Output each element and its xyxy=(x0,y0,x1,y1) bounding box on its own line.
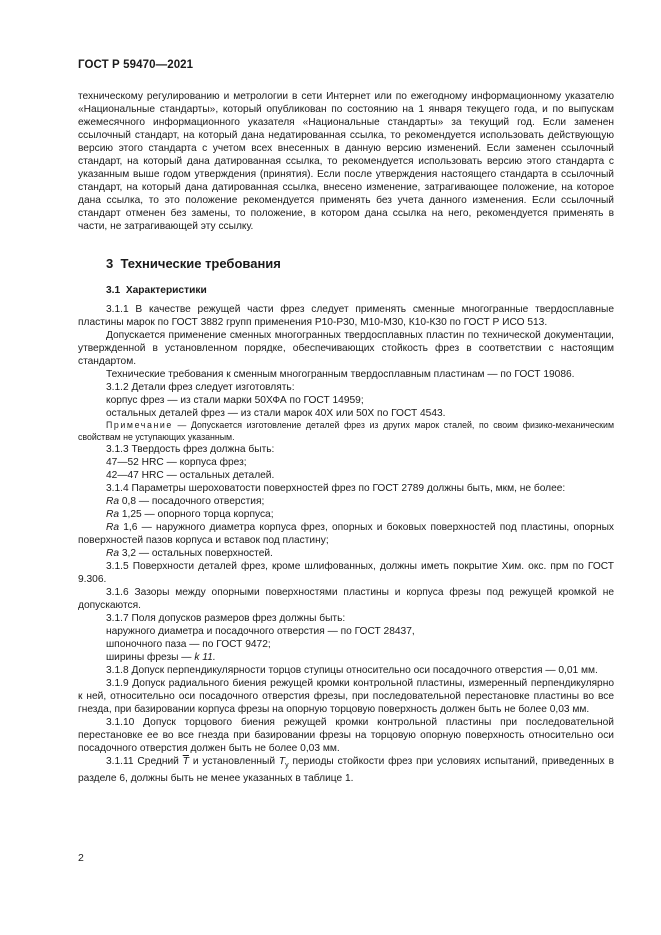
note-label: Примечание xyxy=(106,420,173,430)
clause-3-1-2: 3.1.2 Детали фрез следует изготовлять: xyxy=(106,382,295,393)
clause-3-1-11: 3.1.11 Средний $\overline{T}$ и установленный $T_у$ периоды стойкости фрез при условиях испытаний, приведенных в разделе 6, должны быть не менее указанных в таблице 1. xyxy=(78,756,614,785)
clause-3-1-3-b: 42—47 HRC — остальных деталей. xyxy=(106,470,275,481)
clause-3-1-8: 3.1.8 Допуск перпендикулярности торцов ступицы относительно оси посадочного отверстия — 0,01 мм. xyxy=(106,665,598,676)
subsection-title: Характеристики xyxy=(125,285,207,296)
document-body xyxy=(78,90,614,785)
document-header: ГОСТ Р 59470—2021 xyxy=(78,59,194,71)
clause-3-1-4: 3.1.4 Параметры шероховатости поверхностей фрез по ГОСТ 2789 должны быть, мкм, не более: xyxy=(106,483,566,494)
clause-3-1-7: 3.1.7 Поля допусков размеров фрез должны быть: xyxy=(106,613,346,624)
clause-3-1-7-c: ширины фрезы — k 11. xyxy=(106,652,216,663)
section-heading xyxy=(78,257,614,270)
page-number: 2 xyxy=(78,852,84,864)
clause-3-1-1-c: Технические требования к сменным многогранным твердосплавным пластинам — по ГОСТ 19086. xyxy=(106,369,575,380)
clause-3-1-9: 3.1.9 Допуск радиального биения режущей кромки контрольной пластины, измеренный перпендикулярно к ней, относительно оси посадочного отверстия фрезы, при последовательной перестановке пластины во все гнезда, при базировании корпуса фрезы на опорную торцовую поверхность должен быть не более 0,03 мм. xyxy=(78,678,614,715)
set-tool-life-symbol: T xyxy=(278,756,286,767)
clause-3-1-1: 3.1.1 В качестве режущей части фрез следует применять сменные многогранные твердосплавные пластины марок по ГОСТ 3882 групп применения Р10-Р30, М10-М30, К10-К30 по ГОСТ Р ИСО 513. xyxy=(78,304,614,328)
clause-3-1-4-d: Ra 3,2 — остальных поверхностей. xyxy=(106,548,273,559)
section-title: Технические требования xyxy=(120,256,281,271)
clause-3-1-7-b: шпоночного паза — по ГОСТ 9472; xyxy=(106,639,271,650)
clause-3-1-1-b: Допускается применение сменных многогранных твердосплавных пластин по технической документации, утвержденной в установленном порядке, обеспечивающих стойкость фрез в соответствии с настоящим стандартом. xyxy=(78,330,614,367)
ra-symbol: Ra xyxy=(106,522,120,533)
clause-3-1-2-b: остальных деталей фрез — из стали марок 40Х или 50Х по ГОСТ 4543. xyxy=(106,408,446,419)
mean-tool-life-symbol: $\overline{T}$ xyxy=(182,756,189,767)
note xyxy=(78,420,614,443)
clause-3-1-7-a: наружного диаметра и посадочного отверстия — по ГОСТ 28437, xyxy=(106,626,415,637)
ra-symbol: Ra xyxy=(106,548,120,559)
clause-3-1-4-c: Ra 1,6 — наружного диаметра корпуса фрез, опорных и боковых поверхностей под пластины, опорных поверхностей пазов корпуса и вставок под пластину; xyxy=(78,522,614,546)
clause-3-1-4-a: Ra 0,8 — посадочного отверстия; xyxy=(106,496,265,507)
clause-3-1-3: 3.1.3 Твердость фрез должна быть: xyxy=(106,444,275,455)
clause-3-1-2-a: корпус фрез — из стали марки 50ХФА по ГОСТ 14959; xyxy=(106,395,364,406)
clause-3-1-6: 3.1.6 Зазоры между опорными поверхностями пластины и корпуса фрезы под режущей кромкой не допускаются. xyxy=(78,587,614,611)
clause-3-1-3-a: 47—52 HRC — корпуса фрез; xyxy=(106,457,247,468)
ra-symbol: Ra xyxy=(106,509,120,520)
subsection-heading xyxy=(78,284,614,297)
clause-3-1-5: 3.1.5 Поверхности деталей фрез, кроме шлифованных, должны иметь покрытие Хим. окс. прм по ГОСТ 9.306. xyxy=(78,561,614,585)
ra-symbol: Ra xyxy=(106,496,120,507)
section-number: 3 xyxy=(106,256,114,271)
subsection-number: 3.1 xyxy=(106,285,121,296)
clause-3-1-10: 3.1.10 Допуск торцового биения режущей кромки контрольной пластины при последовательной перестановке ее во все гнезда при базировании фрезы на торцовую опорную поверхность относительно оси посадочного отверстия должен быть не более 0,03 мм. xyxy=(78,717,614,754)
intro-paragraph: техническому регулированию и метрологии в сети Интернет или по ежегодному информационному указателю «Национальные стандарты», который опубликован по состоянию на 1 января текущего года, и по выпускам ежемесячного информационного указателя «Национальные стандарты» за текущий год. Если заменен ссылочный стандарт, на который дана недатированная ссылка, то рекомендуется использовать действующую версию этого стандарта с учетом всех внесенных в данную версию изменений. Если заменен ссылочный стандарт, на который дана датированная ссылка, то рекомендуется использовать версию этого стандарта с указанным выше годом утверждения (принятия). Если после утверждения настоящего стандарта в ссылочный стандарт, на который дана датированная ссылка, внесено изменение, затрагивающее положение, на которое дана ссылка, то это положение рекомендуется применять без учета данного изменения. Если ссылочный стандарт отменен без замены, то положение, в котором дана ссылка на него, рекомендуется применять в части, не затрагивающей эту ссылку. xyxy=(78,91,614,232)
note-text: — Допускается изготовление деталей фрез из других марок сталей, по своим физико-механическим свойствам не уступающих указанным. xyxy=(78,420,614,442)
clause-3-1-4-b: Ra 1,25 — опорного торца корпуса; xyxy=(106,509,274,520)
